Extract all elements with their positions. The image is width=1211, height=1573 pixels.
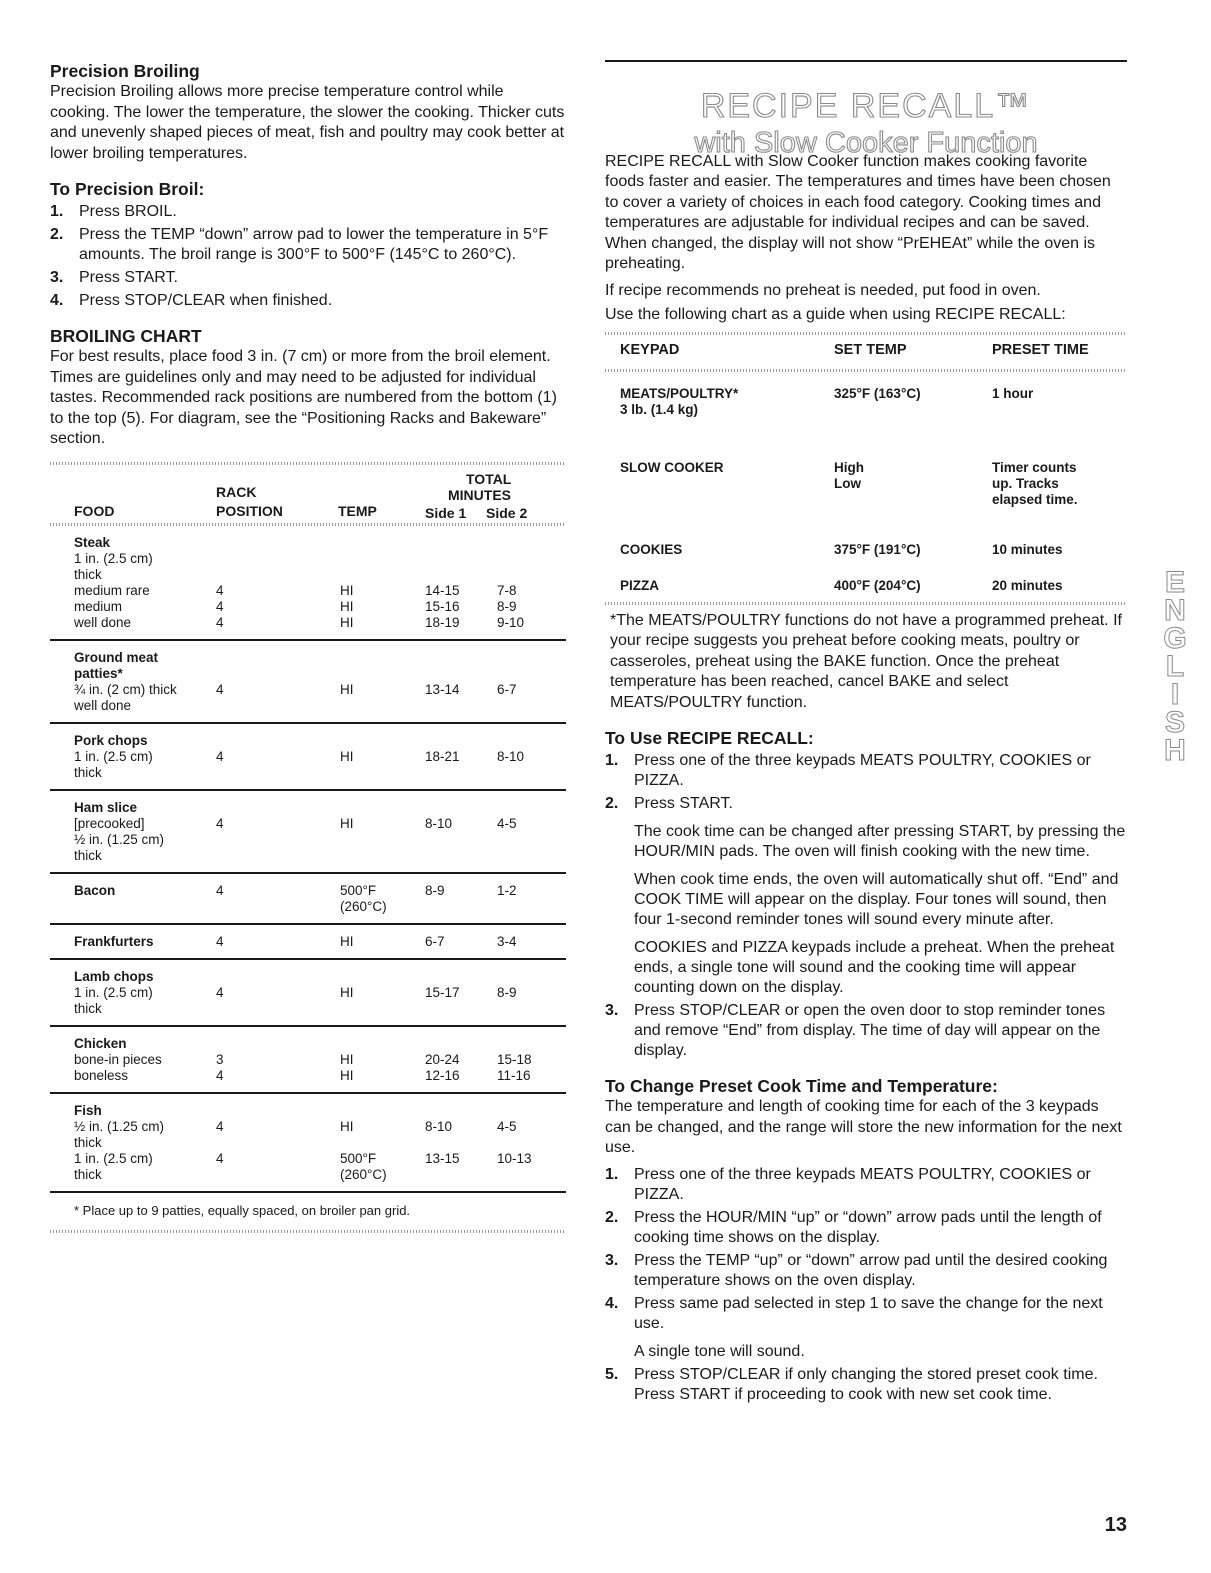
cell-side1: 8-10 — [425, 815, 453, 831]
table-row-line — [50, 615, 566, 631]
change-steps — [605, 1165, 1127, 1405]
table-row-line — [50, 765, 566, 781]
table-row-line — [50, 1068, 566, 1084]
cell-side1: 15-17 — [425, 984, 460, 1000]
cell-food: Fish — [74, 1102, 102, 1118]
cell-preset-time: 20 minutes — [992, 577, 1063, 593]
cell-side1: 18-19 — [425, 614, 460, 630]
col-position: POSITION — [216, 502, 283, 519]
table-row — [50, 526, 566, 641]
cell-food: Steak — [74, 534, 111, 550]
cell-preset-time: 1 hour — [992, 385, 1034, 401]
cell-food: thick — [74, 1166, 102, 1182]
cell-temp: HI — [340, 984, 354, 1000]
intro-paragraph: Use the following chart as a guide when using RECIPE RECALL: — [605, 306, 1066, 323]
table-row-line — [50, 1103, 566, 1119]
table-row-line — [50, 698, 566, 714]
table-row-line — [50, 666, 566, 682]
cell-food: 1 in. (2.5 cm) — [74, 1150, 153, 1166]
meats-poultry-note: *The MEATS/POULTRY functions do not have a programmed preheat. If your recipe suggests you preheat before cooking meats, poultry or casseroles, preheat using the BAKE function. Once the preheat temperature has been reached, cancel BAKE and select MEATS/POULTRY function. — [610, 611, 1122, 711]
list-item: 5. Press STOP/CLEAR if only changing the stored preset cook time. Press START if proceeding to cook with new set cook time. — [605, 1365, 1098, 1403]
list-item: 1. Press one of the three keypads MEATS POULTRY, COOKIES or PIZZA. — [605, 1165, 1091, 1203]
table-row-line — [50, 682, 566, 698]
recipe-recall-banner — [605, 62, 1127, 159]
table-row — [605, 372, 1127, 438]
side-tab-letter: L — [1165, 650, 1185, 683]
table-row-line — [50, 535, 566, 551]
list-item: 2. Press the TEMP “down” arrow pad to lower the temperature in 5°F amounts. The broil range is 300°F to 500°F (145°C to 260°C). — [50, 226, 549, 263]
cell-keypad: 3 lb. (1.4 kg) — [620, 401, 699, 417]
cell-rack: 4 — [216, 582, 224, 598]
table-header — [605, 335, 1127, 365]
cell-preset-time: up. Tracks — [992, 475, 1059, 491]
cell-rack: 4 — [216, 882, 224, 898]
page-number: 13 — [1104, 1514, 1127, 1536]
cell-side2: 10-13 — [497, 1150, 532, 1166]
col-set-temp: SET TEMP — [834, 341, 907, 358]
cell-food: Chicken — [74, 1035, 127, 1051]
cell-rack: 3 — [216, 1051, 224, 1067]
cell-set-temp: 400°F (204°C) — [834, 577, 921, 593]
cell-keypad: COOKIES — [620, 541, 683, 557]
cell-food: Lamb chops — [74, 968, 154, 984]
cell-keypad: PIZZA — [620, 577, 659, 593]
english-side-tab — [1152, 565, 1198, 765]
col-minutes: MINUTES — [448, 486, 511, 503]
cell-rack: 4 — [216, 598, 224, 614]
table-row-line — [50, 1151, 566, 1167]
cell-side2: 15-18 — [497, 1051, 532, 1067]
cell-temp: HI — [340, 748, 354, 764]
side-tab-letter: I — [1170, 678, 1180, 711]
divider — [50, 1230, 566, 1233]
cell-food: 1 in. (2.5 cm) — [74, 748, 153, 764]
table-row — [605, 438, 1127, 528]
list-item: 3. Press STOP/CLEAR or open the oven door to stop reminder tones and remove “End” from display. The time of day will appear on the display. — [605, 1002, 1106, 1059]
table-row-line — [50, 567, 566, 583]
right-column — [605, 60, 1127, 1408]
col-side1: Side 1 — [425, 504, 467, 521]
cell-side2: 9-10 — [497, 614, 525, 630]
cell-food: thick — [74, 1000, 102, 1016]
col-temp: TEMP — [338, 502, 377, 519]
side-tab-letter: S — [1164, 706, 1185, 739]
cell-rack: 4 — [216, 984, 224, 1000]
cell-side1: 15-16 — [425, 598, 460, 614]
change-preset-heading: To Change Preset Cook Time and Temperature: — [605, 1076, 998, 1096]
col-food: FOOD — [74, 502, 115, 519]
table-row-line — [50, 848, 566, 864]
list-item: 1. Press one of the three keypads MEATS POULTRY, COOKIES or PIZZA. — [605, 752, 1091, 789]
cell-side1: 13-15 — [425, 1150, 460, 1166]
list-item: 2. Press the HOUR/MIN “up” or “down” arrow pads until the length of cooking time shows on the display. — [605, 1208, 1102, 1246]
list-item: 4. Press same pad selected in step 1 to save the change for the next use. A single tone will sound. — [605, 1294, 1103, 1360]
cell-preset-time: 10 minutes — [992, 541, 1063, 557]
cell-food: Frankfurters — [74, 933, 154, 949]
cell-rack: 4 — [216, 1150, 224, 1166]
cell-side1: 13-14 — [425, 681, 460, 697]
left-column — [50, 60, 566, 1233]
col-preset-time: PRESET TIME — [992, 341, 1089, 358]
table-row — [50, 925, 566, 960]
cell-rack: 4 — [216, 815, 224, 831]
precision-broiling-heading: Precision Broiling — [50, 61, 200, 81]
cell-food: Ham slice — [74, 799, 138, 815]
col-rack: RACK — [216, 483, 257, 500]
table-row-line — [50, 1052, 566, 1068]
cell-side2: 8-9 — [497, 984, 517, 1000]
cell-side1: 20-24 — [425, 1051, 460, 1067]
table-row-line — [50, 1135, 566, 1151]
cell-set-temp: 325°F (163°C) — [834, 385, 921, 401]
cell-side1: 12-16 — [425, 1067, 460, 1083]
table-row — [605, 528, 1127, 564]
table-row-line — [50, 733, 566, 749]
cell-food: well done — [74, 697, 132, 713]
cell-food: thick — [74, 1134, 102, 1150]
divider — [605, 602, 1127, 605]
cell-food: ¾ in. (2 cm) thick — [74, 681, 177, 697]
cell-side1: 8-9 — [425, 882, 445, 898]
broiling-chart-heading: BROILING CHART — [50, 326, 202, 346]
list-item: 3. Press the TEMP “up” or “down” arrow pad until the desired cooking temperature shows on the oven display. — [605, 1251, 1108, 1289]
cell-temp: HI — [340, 1067, 354, 1083]
cell-keypad: SLOW COOKER — [620, 459, 724, 475]
cell-food: Pork chops — [74, 732, 148, 748]
cell-temp: HI — [340, 815, 354, 831]
table-row — [50, 641, 566, 724]
intro-paragraph: RECIPE RECALL with Slow Cooker function makes cooking favorite foods faster and easier. The temperatures and times have been chosen to cover a variety of choices in each food category. Cooking times and temperatures are adjustable for individual recipes and can be saved. When changed, the display will not show “PrEHEAt” while the oven is preheating. — [605, 152, 1111, 272]
side-tab-letter: H — [1164, 734, 1186, 767]
cell-food: patties* — [74, 665, 123, 681]
cell-side1: 8-10 — [425, 1118, 453, 1134]
cell-rack: 4 — [216, 748, 224, 764]
precision-broiling-body: Precision Broiling allows more precise temperature control while cooking. The lower the temperature, the slower the cooking. Thicker cuts and unevenly shaped pieces of meat, fish and poultry may cook better at lower broiling temperatures. — [50, 83, 565, 162]
cell-temp: HI — [340, 614, 354, 630]
broiling-chart-table — [50, 462, 566, 1233]
table-row — [50, 724, 566, 791]
cell-side2: 11-16 — [497, 1067, 531, 1083]
cell-temp: 500°F — [340, 1150, 377, 1166]
precision-broil-steps — [50, 202, 566, 311]
table-row-line — [50, 1036, 566, 1052]
cell-temp: HI — [340, 681, 354, 697]
col-total: TOTAL — [466, 470, 512, 487]
list-item: 4. Press STOP/CLEAR when finished. — [50, 292, 333, 309]
change-preset-body: The temperature and length of cooking time for each of the 3 keypads can be changed, and the range will store the new information for the next use. — [605, 1098, 1122, 1156]
cell-food: Bacon — [74, 882, 116, 898]
cell-rack: 4 — [216, 933, 224, 949]
cell-side2: 6-7 — [497, 681, 517, 697]
cell-rack: 4 — [216, 681, 224, 697]
cell-set-temp: Low — [834, 475, 861, 491]
table-row-line — [50, 650, 566, 666]
cell-food: [precooked] — [74, 815, 145, 831]
cell-temp: HI — [340, 598, 354, 614]
table-row — [605, 564, 1127, 602]
cell-food: thick — [74, 847, 102, 863]
table-row-line — [50, 1167, 566, 1183]
table-row-line — [50, 883, 566, 899]
table-row-line — [50, 551, 566, 567]
cell-food: thick — [74, 764, 102, 780]
cell-food: Ground meat — [74, 649, 159, 665]
cell-temp: (260°C) — [340, 1166, 387, 1182]
cell-food: 1 in. (2.5 cm) — [74, 550, 153, 566]
table-body — [50, 526, 566, 1193]
table-row — [50, 874, 566, 925]
table-row-line — [50, 1001, 566, 1017]
cell-side2: 4-5 — [497, 815, 517, 831]
table-row — [50, 1094, 566, 1193]
table-row — [50, 1027, 566, 1094]
cell-rack: 4 — [216, 614, 224, 630]
cell-preset-time: elapsed time. — [992, 491, 1078, 507]
banner-subtitle: with Slow Cooker Function — [694, 126, 1038, 159]
cell-food: well done — [74, 614, 132, 630]
cell-rack: 4 — [216, 1067, 224, 1083]
cell-set-temp: 375°F (191°C) — [834, 541, 921, 557]
col-keypad: KEYPAD — [620, 341, 680, 358]
table-row — [50, 960, 566, 1027]
side-tab-letter: N — [1164, 594, 1186, 627]
cell-food: medium — [74, 598, 123, 614]
table-row — [50, 791, 566, 874]
table-row-line — [50, 599, 566, 615]
table-row-line — [50, 583, 566, 599]
cell-temp: HI — [340, 933, 354, 949]
cell-side2: 8-9 — [497, 598, 517, 614]
cell-side1: 6-7 — [425, 933, 445, 949]
cell-food: 1 in. (2.5 cm) — [74, 984, 153, 1000]
table-row-line — [50, 899, 566, 915]
cell-side1: 18-21 — [425, 748, 460, 764]
cell-rack: 4 — [216, 1118, 224, 1134]
cell-temp: HI — [340, 1051, 354, 1067]
cell-food: boneless — [74, 1067, 129, 1083]
cell-temp: HI — [340, 1118, 354, 1134]
cell-food: bone-in pieces — [74, 1051, 162, 1067]
cell-side2: 3-4 — [497, 933, 517, 949]
table-row-line — [50, 832, 566, 848]
to-use-recipe-recall-heading: To Use RECIPE RECALL: — [605, 728, 814, 748]
cell-food: ½ in. (1.25 cm) — [74, 831, 165, 847]
cell-side2: 1-2 — [497, 882, 517, 898]
cell-temp: 500°F — [340, 882, 377, 898]
cell-food: medium rare — [74, 582, 150, 598]
table-row-line — [50, 934, 566, 950]
cell-temp: (260°C) — [340, 898, 387, 914]
cell-side2: 8-10 — [497, 748, 525, 764]
banner-title: RECIPE RECALL™ — [700, 86, 1032, 125]
list-item: 3. Press START. — [50, 269, 178, 286]
broiling-chart-body: For best results, place food 3 in. (7 cm) or more from the broil element. Times are guidelines only and may need to be adjusted for individual tastes. Recommended rack positions are numbered from the bottom (1) to the top (5). For diagram, see the “Positioning Racks and Bakeware” section. — [50, 348, 557, 447]
cell-keypad: MEATS/POULTRY* — [620, 385, 739, 401]
footnote: * Place up to 9 patties, equally spaced, on broiler pan grid. — [74, 1202, 411, 1218]
to-precision-broil-heading: To Precision Broil: — [50, 179, 205, 199]
table-body — [605, 372, 1127, 602]
side-tab-letter: G — [1163, 622, 1187, 655]
cell-side1: 14-15 — [425, 582, 460, 598]
list-item: 1. Press BROIL. — [50, 203, 177, 220]
cell-food: ½ in. (1.25 cm) — [74, 1118, 165, 1134]
table-row-line — [50, 800, 566, 816]
cell-side2: 4-5 — [497, 1118, 517, 1134]
list-item: 2. Press START. The cook time can be changed after pressing START, by pressing the HOUR/MIN pads. The oven will finish cooking with the new time. When cook time ends, the oven will automatically shut off. “End” and COOK TIME will appear on the display. Four tones will sound, then four 1-second reminder tones will sound every minute after. COOKIES and PIZZA keypads include a preheat. When the preheat ends, a single tone will sound and the cooking time will appear counting down on the display. — [605, 795, 1126, 996]
cell-temp: HI — [340, 582, 354, 598]
table-row-line — [50, 985, 566, 1001]
table-row-line — [50, 749, 566, 765]
use-steps — [605, 751, 1127, 1061]
table-row-line — [50, 969, 566, 985]
cell-side2: 7-8 — [497, 582, 517, 598]
table-row-line — [50, 816, 566, 832]
cell-preset-time: Timer counts — [992, 459, 1077, 475]
cell-set-temp: High — [834, 459, 864, 475]
col-side2: Side 2 — [486, 504, 528, 521]
intro-paragraph: If recipe recommends no preheat is needed, put food in oven. — [605, 281, 1041, 299]
side-tab-letter: E — [1164, 566, 1185, 599]
table-header — [50, 465, 566, 523]
table-row-line — [50, 1119, 566, 1135]
cell-food: thick — [74, 566, 102, 582]
recipe-recall-table — [605, 332, 1127, 605]
